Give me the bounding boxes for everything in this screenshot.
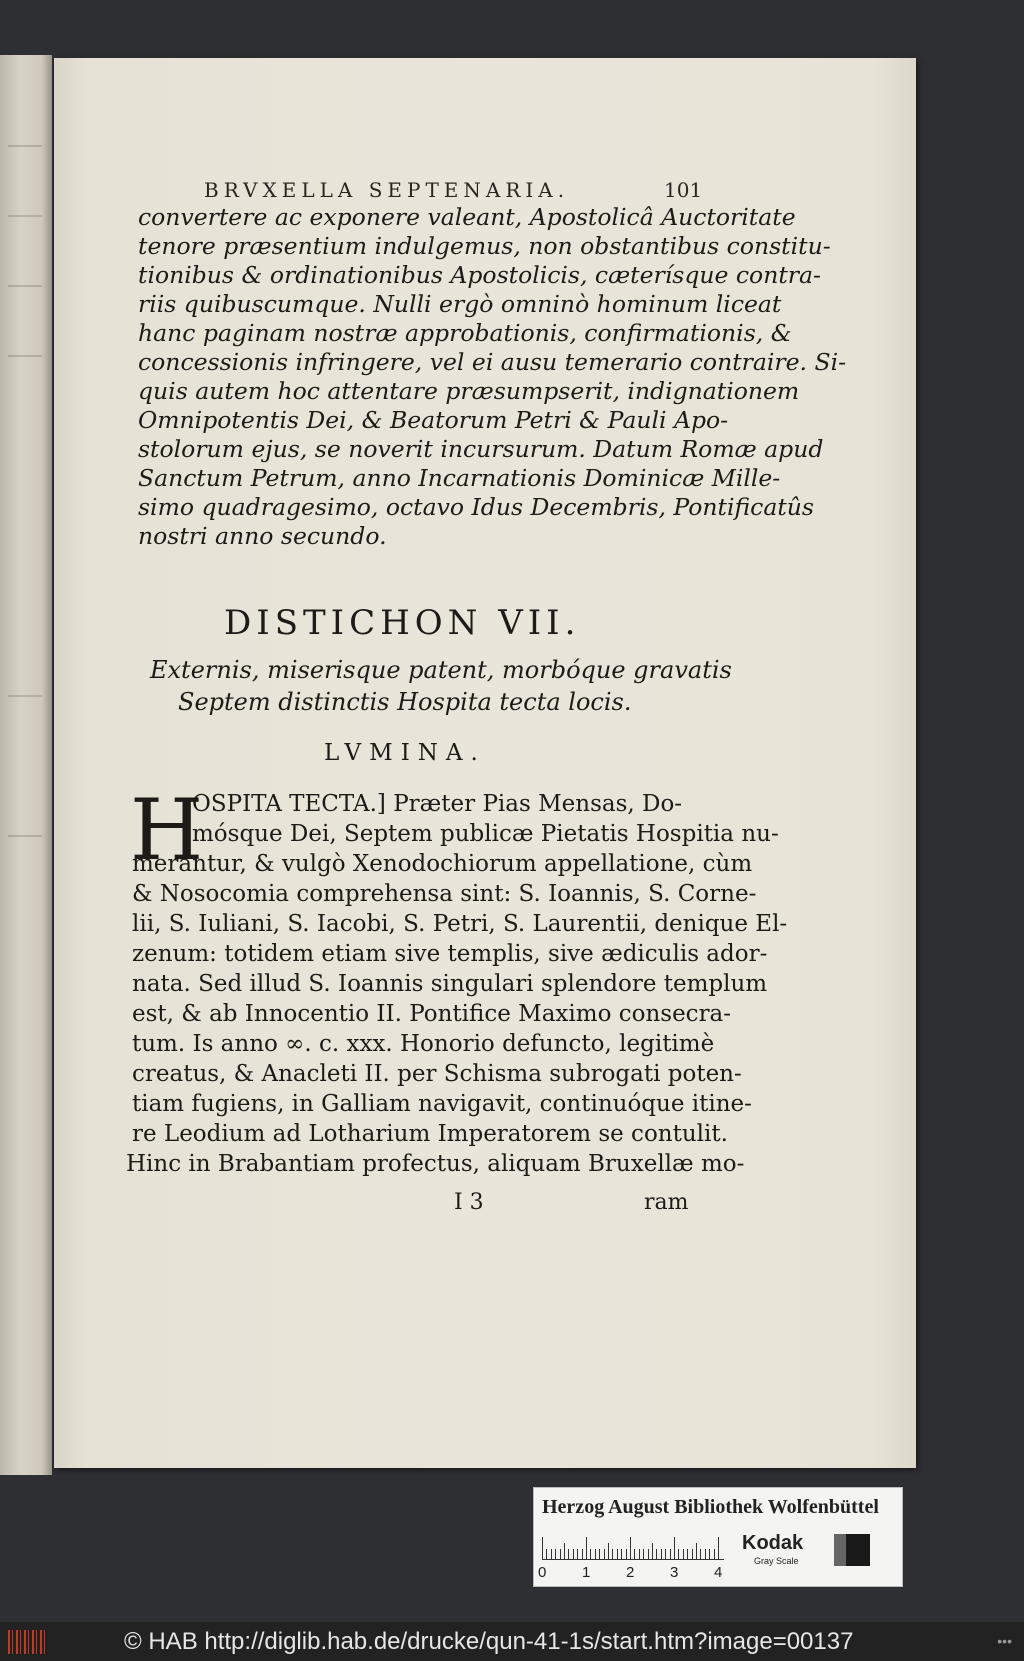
ruler-tick (709, 1549, 710, 1559)
text-line: nostri anno secundo. (138, 522, 387, 550)
text-line: riis quibuscumque. Nulli ergò omninò hominum liceat (138, 290, 782, 318)
page-number: 101 (664, 178, 703, 202)
text-line: concessionis infringere, vel ei ausu temerario contraire. Si- (138, 348, 847, 376)
drop-cap: H (130, 781, 204, 879)
ruler-number: 4 (714, 1564, 723, 1581)
ruler-number: 2 (626, 1564, 635, 1581)
gray-scale-label: Gray Scale (754, 1556, 799, 1566)
ruler-number: 0 (538, 1564, 547, 1581)
text-line: est, & ab Innocentio II. Pontifice Maximo consecra- (132, 1001, 732, 1027)
text-line: Hinc in Brabantiam profectus, aliquam Bruxellæ mo- (126, 1151, 745, 1177)
text-line: Omnipotentis Dei, & Beatorum Petri & Pauli Apo- (138, 406, 729, 434)
ruler-tick (683, 1549, 684, 1559)
ruler-tick (639, 1549, 640, 1559)
ruler-tick (630, 1537, 631, 1559)
text-line: creatus, & Anacleti II. per Schisma subrogati poten- (132, 1061, 742, 1087)
ruler-tick (595, 1549, 596, 1559)
ruler-number: 1 (582, 1564, 591, 1581)
ruler-tick (678, 1549, 679, 1559)
ruler-tick (586, 1537, 587, 1559)
ruler-tick (700, 1549, 701, 1559)
ruler-tick (656, 1549, 657, 1559)
ruler-tick (608, 1543, 609, 1559)
verse-line: Septem distinctis Hospita tecta locis. (178, 688, 632, 716)
ruler-tick (670, 1549, 671, 1559)
ruler-tick (714, 1549, 715, 1559)
catchword: ram (644, 1190, 689, 1215)
text-line: tionibus & ordinationibus Apostolicis, cæterísque contra- (138, 261, 821, 289)
copyright-url[interactable]: © HAB http://diglib.hab.de/drucke/qun-41-1s/start.htm?image=00137 (124, 1628, 854, 1655)
ruler-tick (692, 1549, 693, 1559)
ruler-tick (568, 1549, 569, 1559)
text-line: merantur, & vulgò Xenodochiorum appellatione, cùm (132, 851, 753, 877)
ruler-tick (674, 1537, 675, 1559)
ruler-tick (705, 1549, 706, 1559)
book-page (54, 58, 916, 1468)
text-line: OSPITA TECTA.] Præter Pias Mensas, Do- (192, 791, 683, 817)
ruler-tick (687, 1549, 688, 1559)
ruler-tick (661, 1549, 662, 1559)
ruler-number: 3 (670, 1564, 679, 1581)
ruler-tick (555, 1549, 556, 1559)
text-line: nata. Sed illud S. Ioannis singulari splendore templum (132, 971, 768, 997)
text-line: hanc paginam nostræ approbationis, confirmationis, & (138, 319, 792, 347)
ruler-tick (648, 1549, 649, 1559)
distichon-heading: DISTICHON VII. (224, 603, 581, 643)
black-swatch (846, 1534, 870, 1566)
text-line: Sanctum Petrum, anno Incarnationis Dominicæ Mille- (138, 464, 781, 492)
text-line: tenore præsentium indulgemus, non obstantibus constitu- (138, 232, 831, 260)
text-line: zenum: totidem etiam sive templis, sive ædiculis ador- (132, 941, 768, 967)
lumina-heading: LVMINA. (324, 740, 486, 766)
ruler-tick (652, 1543, 653, 1559)
text-line: tum. Is anno ∞. c. xxx. Honorio defuncto, legitimè (132, 1031, 715, 1057)
ruler-tick (599, 1549, 600, 1559)
ruler-tick (546, 1549, 547, 1559)
text-line: re Leodium ad Lotharium Imperatorem se contulit. (132, 1121, 728, 1147)
text-line: convertere ac exponere valeant, Apostolicâ Auctoritate (138, 203, 796, 231)
ruler-tick (626, 1549, 627, 1559)
ruler-tick (643, 1549, 644, 1559)
more-dots-icon[interactable]: ••• (997, 1633, 1012, 1649)
ruler-tick (617, 1549, 618, 1559)
ruler-tick (634, 1549, 635, 1559)
verse-line: Externis, miserisque patent, morbóque gravatis (150, 656, 732, 684)
footer-bar (0, 1622, 1024, 1661)
ruler-tick (564, 1543, 565, 1559)
kodak-brand: Kodak (742, 1532, 804, 1554)
text-line: tiam fugiens, in Galliam navigavit, continuóque itine- (132, 1091, 752, 1117)
ruler-scale (542, 1532, 724, 1560)
ruler-tick (573, 1549, 574, 1559)
running-head: BRVXELLA SEPTENARIA. (204, 178, 570, 202)
ruler-tick (621, 1549, 622, 1559)
library-label: Herzog August Bibliothek Wolfenbüttel (542, 1496, 879, 1518)
ruler-tick (551, 1549, 552, 1559)
barcode-icon (8, 1630, 48, 1654)
ruler-tick (577, 1549, 578, 1559)
ruler-tick (590, 1549, 591, 1559)
ruler-tick (696, 1543, 697, 1559)
ruler-tick (612, 1549, 613, 1559)
color-calibration-chart (533, 1487, 903, 1587)
ruler-tick (665, 1549, 666, 1559)
signature-mark: I 3 (454, 1190, 484, 1215)
ruler-tick (604, 1549, 605, 1559)
text-line: stolorum ejus, se noverit incursurum. Datum Romæ apud (138, 435, 824, 463)
text-line: & Nosocomia comprehensa sint: S. Ioannis, S. Corne- (132, 881, 757, 907)
ruler-tick (718, 1537, 719, 1559)
gray-swatch (834, 1534, 846, 1566)
text-line: lii, S. Iuliani, S. Iacobi, S. Petri, S. Laurentii, denique El- (132, 911, 788, 937)
ruler-tick (542, 1537, 543, 1559)
text-line: quis autem hoc attentare præsumpserit, indignationem (138, 377, 800, 405)
text-line: mósque Dei, Septem publicæ Pietatis Hospitia nu- (192, 821, 779, 847)
ruler-tick (560, 1549, 561, 1559)
text-line: simo quadragesimo, octavo Idus Decembris, Pontificatûs (138, 493, 814, 521)
ruler-tick (582, 1549, 583, 1559)
facing-page-edge (0, 55, 52, 1475)
